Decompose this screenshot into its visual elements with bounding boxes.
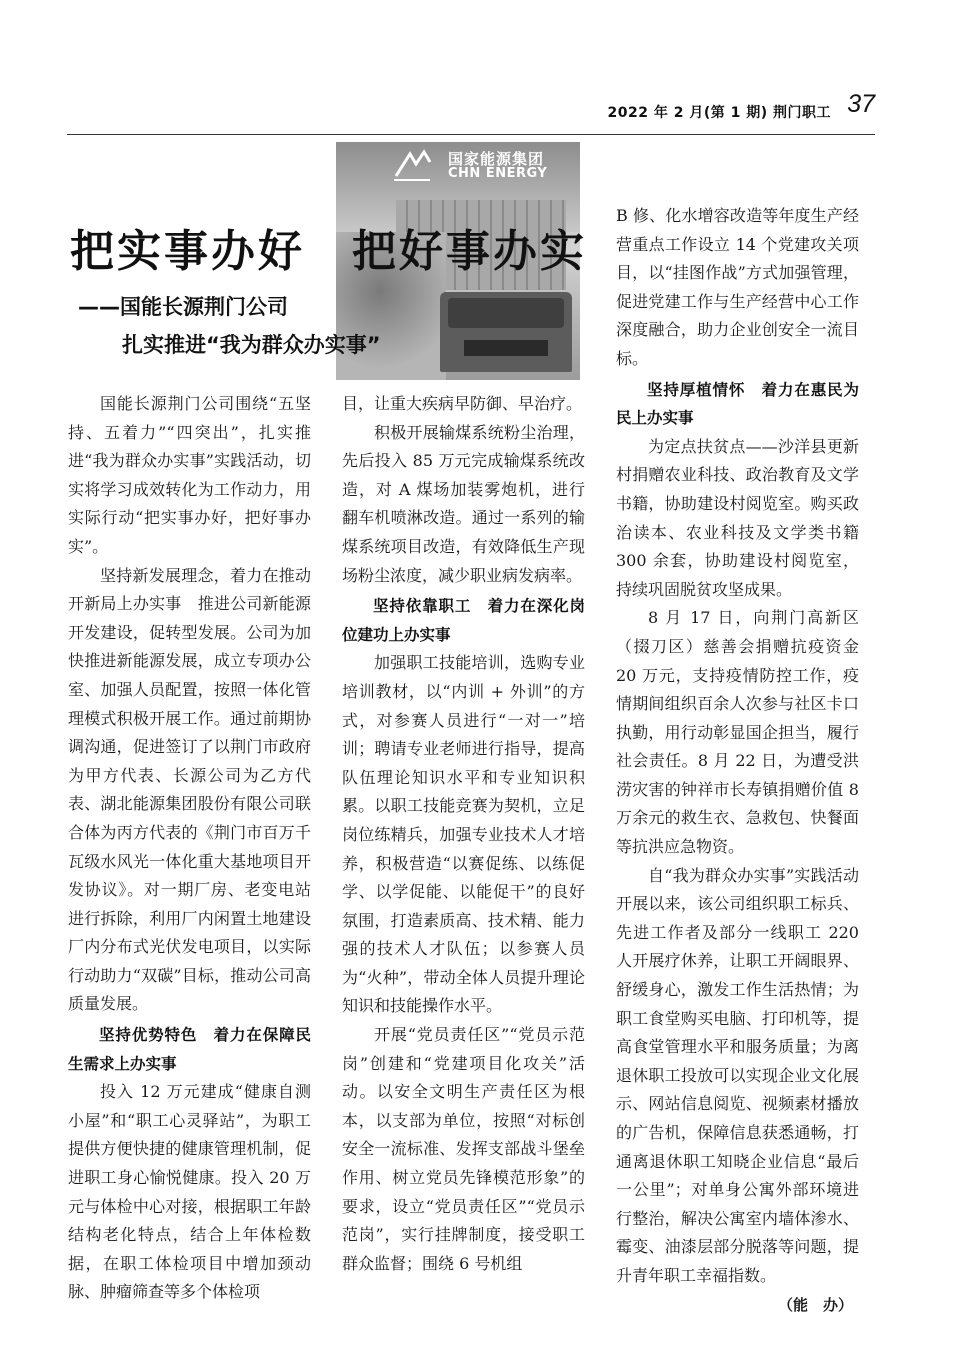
company-logo [392,146,572,186]
author-byline: （能 办） [777,1295,853,1314]
paragraph: 目，让重大疾病早防御、早治疗。 [342,394,583,413]
paragraph: 投入 12 万元建成“健康自测小屋”和“职工心灵驿站”，为职工提供方便快捷的健康管理机制，促进职工身心愉悦健康。投入 20 万元与体检中心对接，根据职工年龄结构老化特点，结合上年体检数据，在职工体检项目中增加颈动脉、肿瘤筛查等多个体检项 [68,1082,311,1302]
paragraph: 开展“党员责任区”“党员示范岗”创建和“党建项目化攻关”活动。以安全文明生产责任区为根本，以支部为单位，按照“对标创安全一流标准、发挥支部战斗堡垒作用、树立党员先锋模范形象”的要求，设立“党员责任区”“党员示范岗”，实行挂牌制度，接受职工群众监督；围绕 6 号机组 [342,1025,585,1273]
logo-text-cn: 国家能源集团 [448,150,545,168]
article-subtitle [78,288,408,364]
photo-truck-grill [464,340,548,356]
section-heading: 坚持优势特色 着力在保障民生需求上办实事 [68,1026,311,1073]
text-column-1 [68,390,311,1307]
paragraph: 8 月 17 日，向荆门高新区（掇刀区）慈善会捐赠抗疫资金 20 万元，支持疫情防控工作，疫情期间组织百余人次参与社区卡口执勤，用行动彰显国企担当，履行社会责任。8 月 22 日，为遭受洪涝灾害的钟祥市长寿镇捐赠价值 8 万余元的救生衣、急救包、快餐面等抗洪应急物资。 [616,608,859,857]
article-title: 把实事办好 把好事办实 [70,226,587,277]
paragraph: 积极开展输煤系统粉尘治理，先后投入 85 万元完成输煤系统改造，对 A 煤场加装雾炮机，进行翻车机喷淋改造。通过一系列的输煤系统项目改造，有效降低生产现场粉尘浓度，减少职业病发病率。 [342,422,585,585]
section-heading: 坚持厚植情怀 着力在惠民为民上办实事 [616,380,859,428]
paragraph: 自“我为群众办实事”实践活动开展以来，该公司组织职工标兵、先进工作者及部分一线职工 220 人开展疗休养，让职工开阔眼界、舒缓身心，激发工作生活热情；为职工食堂购买电脑、打印机等，提高食堂管理水平和服务质量；为离退休职工投放可以实现企业文化展示、网站信息阅览、视频素材播放的广告机，保障信息获悉通畅，打通离退休职工知晓企业信息“最后一公里”；对单身公寓外部环境进行整治，解决公寓室内墙体渗水、霉变、油漆层部分脱落等问题，提升青年职工幸福指数。 （能 办） [616,862,859,1291]
logo-mark-icon [392,148,432,182]
photo-truck-banner [448,298,564,328]
paragraph: B 修、化水增容改造等年度生产经营重点工作设立 14 个党建攻关项目，以“挂图作战”方式加强管理，促进党建工作与生产经营中心工作深度融合，助力企业创安全一流目标。 [616,206,859,368]
paragraph: 国能长源荆门公司围绕“五坚持、五着力”“四突出”，扎实推进“我为群众办实事”实践活动，切实将学习成效转化为工作动力，用实际行动“把实事办好，把好事办实”。 [68,394,311,556]
paragraph: 坚持新发展理念，着力在推动开新局上办实事 推进公司新能源开发建设，促转型发展。公司为加快推进新能源发展，成立专项办公室、加强人员配置，按照一体化管理模式积极开展工作。通过前期协调沟通，促进签订了以荆门市政府为甲方代表、长源公司为乙方代表、湖北能源集团股份有限公司联合体为丙方代表的《荆门市百万千瓦级水风光一体化重大基地项目开发协议》。对一期厂房、老变电站进行拆除，利用厂内闲置土地建设厂内分布式光伏发电项目，以实际行动助力“双碳”目标，推动公司高质量发展。 [68,565,311,1014]
section-heading: 坚持依靠职工 着力在深化岗位建功上办实事 [342,597,585,644]
page-header [67,92,875,135]
paragraph: 加强职工技能培训，选购专业培训教材，以“内训 + 外训”的方式，对参赛人员进行“一对一”培训；聘请专业老师进行指导，提高队伍理论知识水平和专业知识积累。以职工技能竞赛为契机，立足岗位练精兵，加强专业技术人才培养，积极营造“以赛促练、以练促学、以学促能、以能促干”的良好氛围，打造素质高、技术精、能力强的技术人才队伍；以参赛人员为“火种”，带动全体人员提升理论知识和技能操作水平。 [342,653,585,1016]
paragraph: 为定点扶贫点——沙洋县更新村捐赠农业科技、政治教育及文学书籍，协助建设村阅览室。购买政治读本、农业科技及文学类书籍 300 余套，协助建设村阅览室，持续巩固脱贫攻坚成果。 [616,436,859,599]
subtitle-line-1: ——国能长源荆门公司 [78,295,288,319]
issue-info: 2022 年 2 月(第 1 期) 荆门职工 [607,105,831,121]
page-number: 37 [847,90,875,118]
logo-text-en: CHN ENERGY [448,166,548,181]
photo-truck [440,292,572,372]
subtitle-line-2: 扎实推进“我为群众办实事” [122,333,381,357]
text-column-2 [342,390,585,1278]
text-column-3 [616,202,859,1319]
